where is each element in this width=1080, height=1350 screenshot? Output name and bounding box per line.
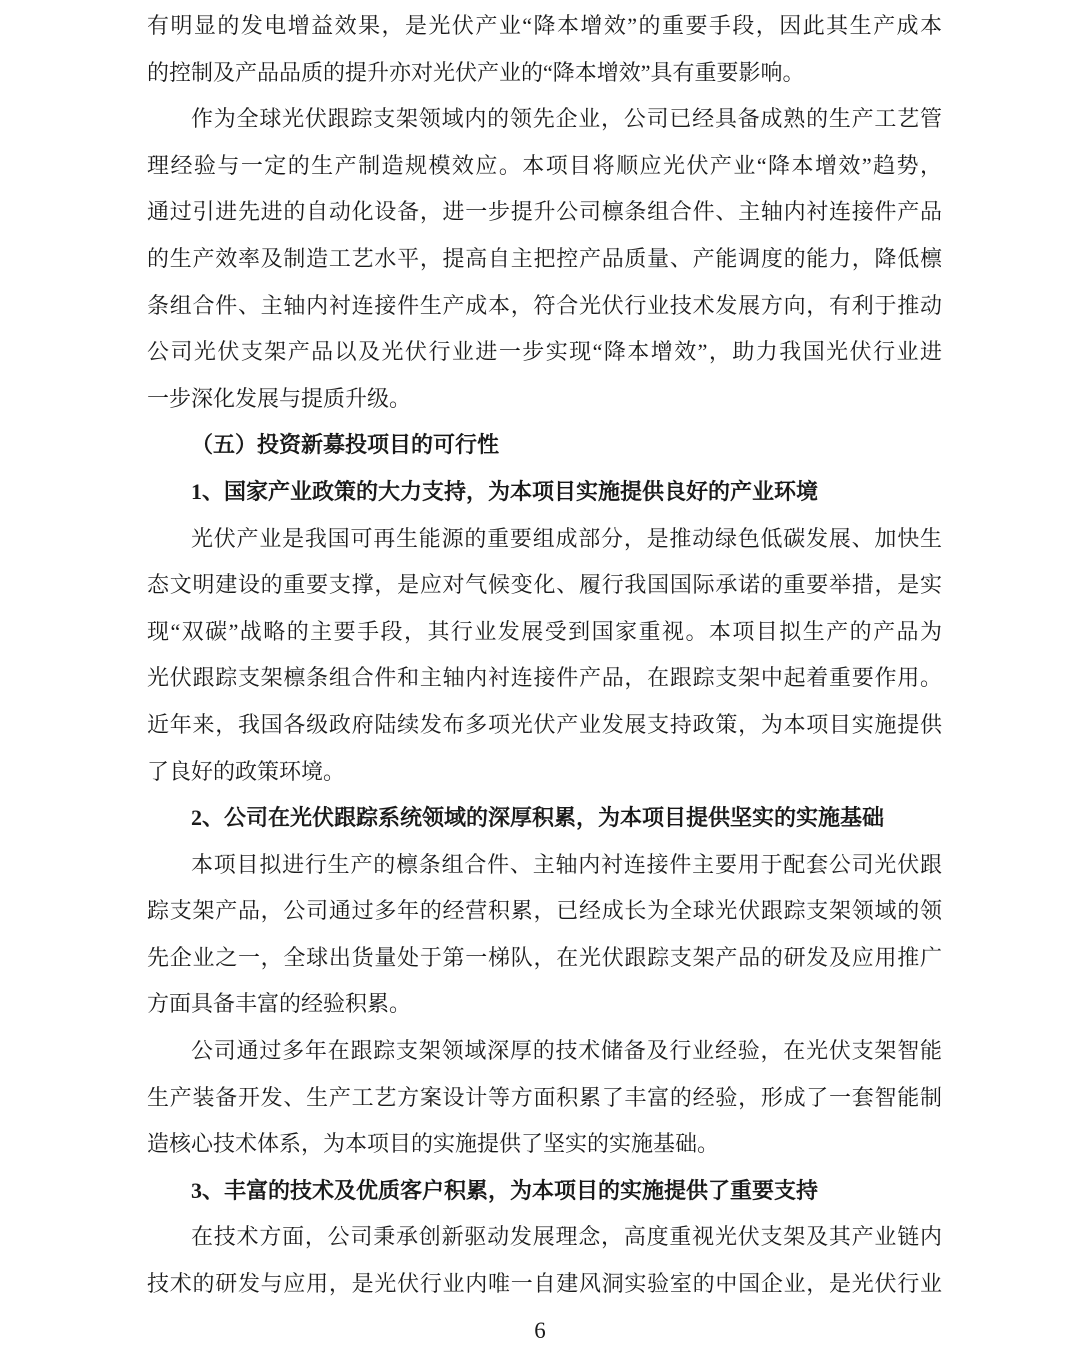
paragraph-line: 理经验与一定的生产制造规模效应。本项目将顺应光伏产业“降本增效”趋势， bbox=[147, 152, 942, 178]
paragraph-line: 条组合件、主轴内衬连接件生产成本，符合光伏行业技术发展方向，有利于推动 bbox=[147, 292, 942, 318]
paragraph-line: 态文明建设的重要支撑，是应对气候变化、履行我国国际承诺的重要举措，是实 bbox=[147, 572, 942, 598]
paragraph-line: 光伏跟踪支架檩条组合件和主轴内衬连接件产品，在跟踪支架中起着重要作用。 bbox=[147, 665, 942, 691]
paragraph-line: 本项目拟进行生产的檩条组合件、主轴内衬连接件主要用于配套公司光伏跟 bbox=[191, 851, 942, 877]
paragraph-line: 近年来，我国各级政府陆续发布多项光伏产业发展支持政策，为本项目实施提供 bbox=[147, 711, 942, 737]
paragraph-line: 在技术方面，公司秉承创新驱动发展理念，高度重视光伏支架及其产业链内 bbox=[191, 1224, 942, 1250]
paragraph-line: 公司光伏支架产品以及光伏行业进一步实现“降本增效”，助力我国光伏行业进 bbox=[147, 339, 942, 365]
paragraph-line: 的生产效率及制造工艺水平，提高自主把控产品质量、产能调度的能力，降低檩 bbox=[147, 245, 942, 271]
paragraph-line: 有明显的发电增益效果，是光伏产业“降本增效”的重要手段，因此其生产成本 bbox=[147, 13, 942, 38]
paragraph-line: 通过引进先进的自动化设备，进一步提升公司檩条组合件、主轴内衬连接件产品 bbox=[147, 199, 942, 225]
paragraph-line: 造核心技术体系，为本项目的实施提供了坚实的实施基础。 bbox=[147, 1131, 720, 1157]
paragraph-line: 技术的研发与应用，是光伏行业内唯一自建风洞实验室的中国企业，是光伏行业 bbox=[147, 1271, 942, 1297]
paragraph-line: 方面具备丰富的经验积累。 bbox=[147, 991, 412, 1017]
paragraph-line: 现“双碳”战略的主要手段，其行业发展受到国家重视。本项目拟生产的产品为 bbox=[147, 618, 942, 644]
page-number: 6 bbox=[534, 1318, 546, 1343]
paragraph-line: 的控制及产品品质的提升亦对光伏产业的“降本增效”具有重要影响。 bbox=[147, 59, 805, 85]
paragraph-line: 光伏产业是我国可再生能源的重要组成部分，是推动绿色低碳发展、加快生 bbox=[191, 525, 942, 551]
paragraph-line: 生产装备开发、生产工艺方案设计等方面积累了丰富的经验，形成了一套智能制 bbox=[147, 1084, 942, 1110]
paragraph-line: 公司通过多年在跟踪支架领域深厚的技术储备及行业经验，在光伏支架智能 bbox=[191, 1038, 942, 1064]
section-heading: 3、丰富的技术及优质客户积累，为本项目的实施提供了重要支持 bbox=[191, 1177, 819, 1203]
section-heading: 2、公司在光伏跟踪系统领域的深厚积累，为本项目提供坚实的实施基础 bbox=[191, 805, 885, 831]
page-body bbox=[147, 3, 942, 1308]
paragraph-line: 作为全球光伏跟踪支架领域内的领先企业，公司已经具备成熟的生产工艺管 bbox=[191, 106, 942, 132]
paragraph-line: 踪支架产品，公司通过多年的经营积累，已经成长为全球光伏跟踪支架领域的领 bbox=[147, 898, 942, 924]
paragraph-line: 先企业之一，全球出货量处于第一梯队，在光伏跟踪支架产品的研发及应用推广 bbox=[147, 944, 942, 970]
paragraph-line: 一步深化发展与提质升级。 bbox=[147, 385, 412, 411]
section-heading: 1、国家产业政策的大力支持，为本项目实施提供良好的产业环境 bbox=[191, 478, 819, 504]
paragraph-line: 了良好的政策环境。 bbox=[147, 758, 346, 784]
section-heading: （五）投资新募投项目的可行性 bbox=[191, 432, 500, 458]
